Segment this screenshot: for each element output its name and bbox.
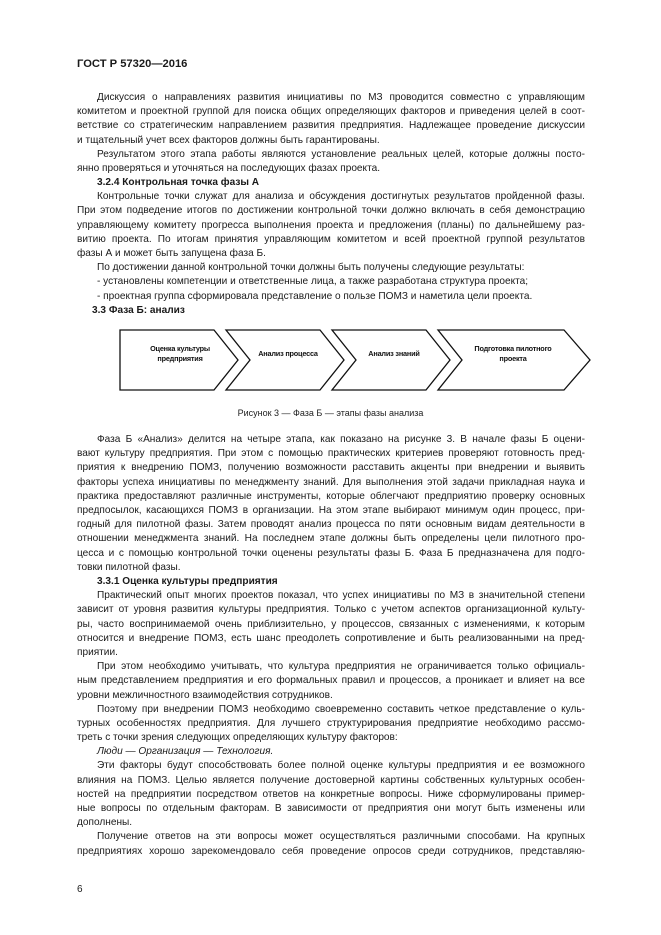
section-3-3-1	[77, 575, 585, 859]
text-line: дополнены.	[77, 817, 133, 829]
text-line: предприятиях хорошо зарекомендовало себя проведение опросов среди сотрудников, представляю-	[77, 845, 585, 857]
text-line: управляющему комитету прогресса выполнения проекта и предложения (планы) по дальнейшему раз-	[77, 219, 585, 231]
text-line: ностей на предприятии посредством ответов на конкретные вопросы. Ниже сформулированы пример-	[77, 788, 585, 800]
paragraph-block-checkpoint	[77, 190, 585, 304]
text-line: вают культуру предприятия. При этом с помощью практических критериев проверяют готовность пред-	[77, 448, 585, 460]
text-line: Эти факторы будут способствовать более полной оценке культуры предприятия и ее возможного	[97, 760, 585, 772]
text-line: приятии.	[77, 646, 118, 658]
stage-label-2: Анализ процесса	[258, 349, 318, 358]
text-line: зависит от уровня развития культуры предприятия. Только с учетом аспектов организационной культу-	[77, 604, 585, 616]
text-line: факторы успеха инициативы по менеджменту знаний. Для выполнения этой задачи прикладная наука и	[77, 476, 585, 488]
text-line: Практический опыт многих проектов показал, что успех инициативы по МЗ в значительной степени	[97, 590, 585, 602]
text-line: влияния на ПОМЗ. Целью является получение достоверной картины собственных культурных особен-	[77, 774, 585, 786]
standard-designation: ГОСТ Р 57320—2016	[77, 58, 188, 70]
text-line: фазы А и может быть запущена фаза Б.	[77, 247, 266, 259]
text-line: - установлены компетенции и ответственные лица, а также разработана структура проекта;	[97, 276, 529, 288]
figure-caption: Рисунок 3 — Фаза Б — этапы фазы анализа	[237, 408, 424, 418]
stage-label-3: Анализ знаний	[368, 349, 420, 358]
text-line: практика предоставляют различные инструменты, которые облегчают предприятию проверку основных	[77, 490, 585, 502]
section-heading-3-3-1: 3.3.1 Оценка культуры предприятия	[97, 576, 278, 587]
text-line: При этом подведение итогов по достижении контрольной точки должно включать в себя демонстрацию	[77, 205, 585, 217]
text-line: ные вопросы по отдельным факторам. В зависимости от предприятия они могут быть изменены или	[77, 803, 585, 814]
stage-shape-2	[226, 330, 344, 390]
text-line: витию проекта. По итогам принятия управляющим комитетом и всей проектной группой результатов	[77, 233, 585, 245]
text-line: ры, часто воспринимаемой очень приблизительно, у процессов, связанных с изменениями, к которым	[77, 618, 585, 630]
stage-label-4: Подготовка пилотного проекта	[474, 344, 552, 363]
stage-label-1: Оценка культуры предприятия	[150, 344, 210, 363]
text-line: Результатом этого этапа работы являются установление реальных целей, которые должны посто-	[97, 148, 585, 160]
stage-shape-3	[332, 330, 450, 390]
text-line: отношении менеджмента знаний. На последнем этапе должны быть определены цели пилотного про-	[77, 533, 585, 545]
text-line: цесса и с помощью контрольной точки оценены результаты фазы Б. Фаза Б предназначена для подго-	[77, 547, 585, 559]
text-line: Дискуссия о направлениях развития инициативы по МЗ проводится совместно с управляющим	[97, 92, 585, 103]
paragraph-block-phase-b	[77, 433, 585, 575]
text-line: По достижении данной контрольной точки должны быть получены следующие результаты:	[97, 262, 525, 274]
text-line: годный для пилотной фазы. Затем проводят анализ процесса по пяти основным видам деятельности в	[77, 519, 585, 531]
text-line: Контрольные точки служат для анализа и обсуждения достигнутых результатов пройденной фазы.	[97, 191, 585, 203]
paragraph-block-culture	[77, 589, 585, 859]
text-line: Люди — Организация — Технология.	[97, 746, 274, 758]
text-line: турных особенностях предприятия. Для лучшего структурирования предприятие необходимо рассмо-	[77, 717, 585, 729]
text-line: приятия к внедрению ПОМЗ, получению возможности расставить акценты при внедрении и выявить	[77, 462, 585, 474]
section-3-2-4	[77, 176, 585, 304]
text-line: треть с точки зрения следующих определяющих культуру факторов:	[77, 732, 398, 744]
text-line: янно проверяться и уточняться на последующих фазах проекта.	[77, 162, 381, 174]
page-number: 6	[77, 884, 83, 895]
text-line: уровни межличностного взаимодействия сотрудников.	[77, 689, 333, 701]
text-line: и тщательный учет всех факторов должны быть гарантированы.	[77, 134, 380, 146]
text-line: ветствие со стратегическим направлением развития предприятия. Надлежащее проведение дискуссии	[77, 120, 585, 132]
section-heading-3-2-4: 3.2.4 Контрольная точка фазы А	[97, 177, 260, 188]
paragraph-block-discussion	[77, 91, 585, 176]
text-line: Поэтому при внедрении ПОМЗ необходимо своевременно составить четкое представление о куль-	[97, 703, 585, 715]
text-line: относится и внедрение ПОМЗ, есть шанс преодолеть сопротивление и быть реализованными на пред-	[77, 632, 585, 644]
text-line: - проектная группа сформировала представление о пользе ПОМЗ и наметила цели проекта.	[97, 290, 533, 302]
text-line: предпосылок, касающихся ПОМЗ в организации. На этом этапе выбирают минимум один процесс, при-	[77, 504, 585, 516]
text-line: Получение ответов на эти вопросы может осуществляться различными способами. На крупных	[97, 831, 585, 843]
text-line: товки пилотной фазы.	[77, 561, 181, 573]
section-heading-3-3: 3.3 Фаза Б: анализ	[92, 305, 185, 316]
text-line: комитетом и проектной группой для поиска общих определяющих факторов и приведения целей в соот-	[77, 106, 585, 118]
figure-phase-b-stages	[118, 325, 598, 395]
text-line: ным представлением предприятия и его формальных правил и процессов, а проникает и влияет на все	[77, 675, 585, 687]
text-line: Фаза Б «Анализ» делится на четыре этапа, как показано на рисунке 3. В начале фазы Б оцени-	[97, 434, 585, 445]
text-line: При этом необходимо учитывать, что культура предприятия не ограничивается только официаль-	[97, 661, 585, 673]
